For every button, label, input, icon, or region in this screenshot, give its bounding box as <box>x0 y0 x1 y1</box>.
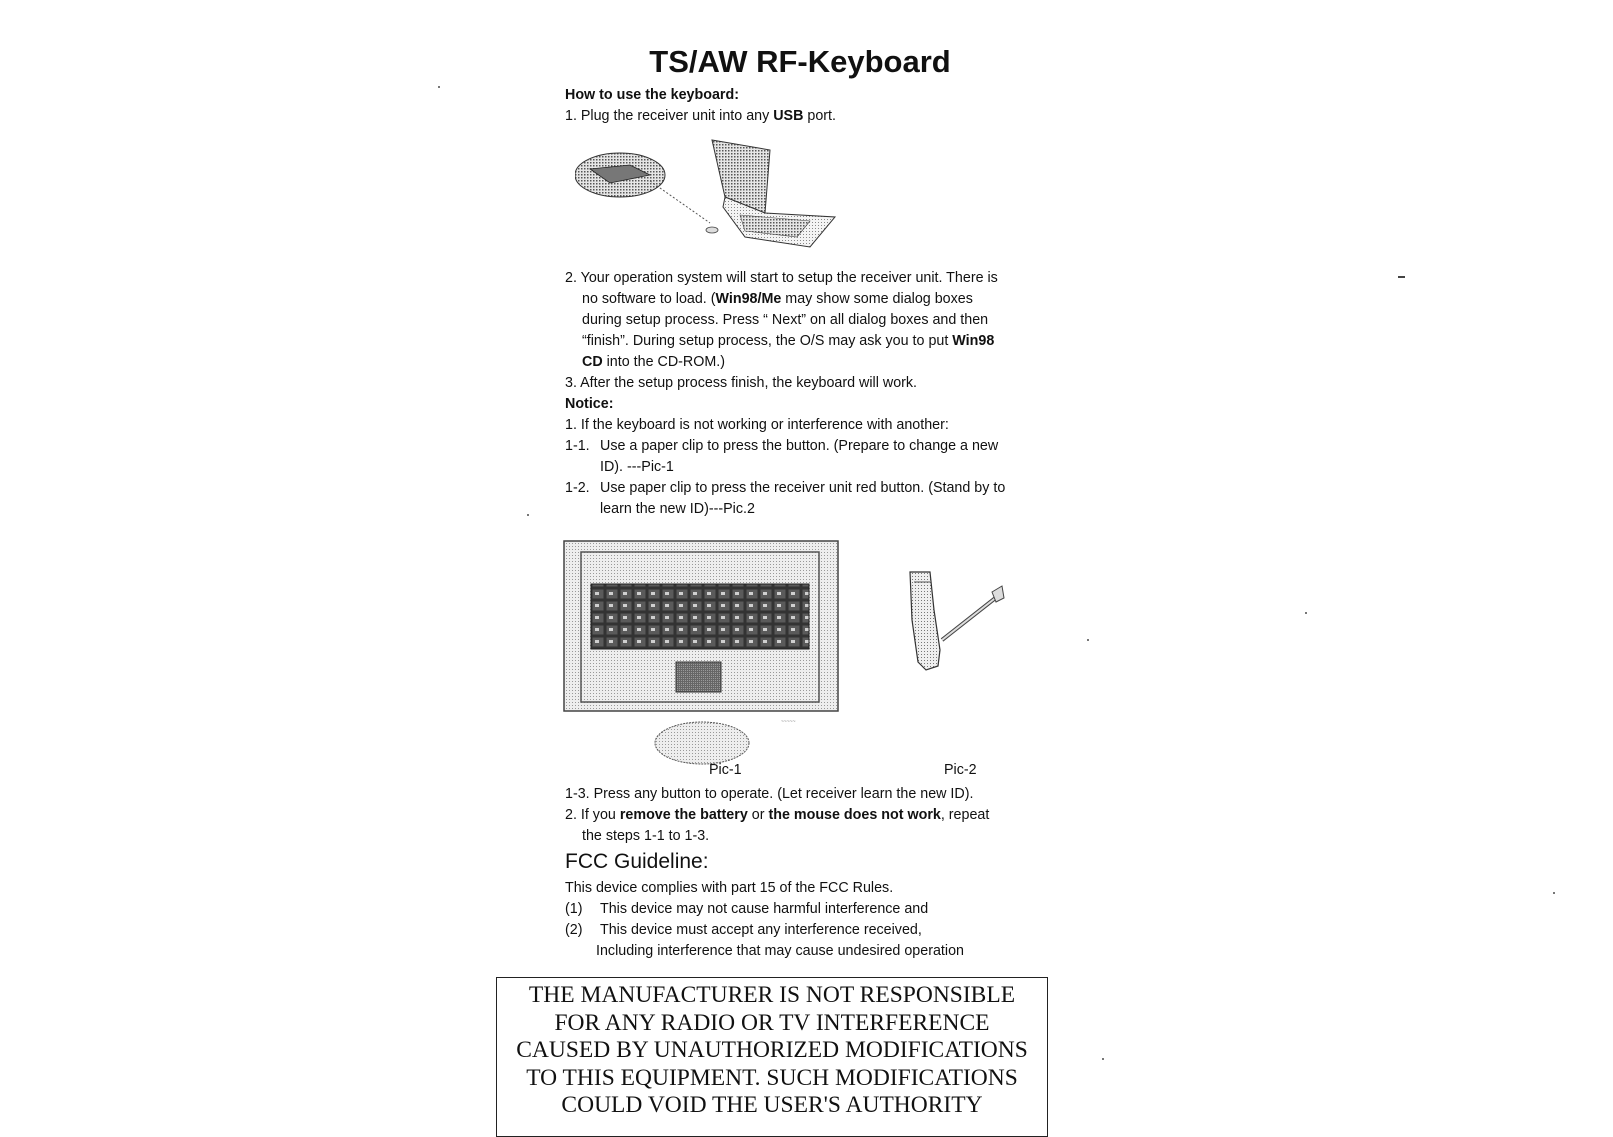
notice-item-1-2-line-2: learn the new ID)---Pic.2 <box>600 501 755 517</box>
notice-item-1-3: 1-3. Press any button to operate. (Let receiver learn the new ID). <box>565 786 974 802</box>
notice-item-1-1-line-1: Use a paper clip to press the button. (Prepare to change a new <box>600 438 999 454</box>
scan-speck <box>1553 892 1555 894</box>
document-title: TS/AW RF-Keyboard <box>649 44 951 79</box>
scan-speck <box>1398 276 1405 278</box>
manufacturer-warning-box <box>496 977 1048 1137</box>
fcc-heading: FCC Guideline: <box>565 850 709 873</box>
step-2-line-2: no software to load. (Win98/Me may show some dialog boxes <box>582 291 973 307</box>
scan-speck <box>1087 639 1089 641</box>
step-2-line-3: during setup process. Press “ Next” on all dialog boxes and then <box>582 312 989 328</box>
step-3: 3. After the setup process finish, the keyboard will work. <box>565 375 918 391</box>
keyboard-illustration <box>563 540 843 770</box>
warning-line-2: FOR ANY RADIO OR TV INTERFERENCE <box>554 1009 990 1036</box>
scan-speck <box>1102 1058 1104 1060</box>
warning-line-3: CAUSED BY UNAUTHORIZED MODIFICATIONS <box>516 1037 1028 1063</box>
notice-item-1: 1. If the keyboard is not working or interference with another: <box>565 417 949 433</box>
warning-line-5: COULD VOID THE USER'S AUTHORITY <box>561 1092 983 1118</box>
fcc-item-2-line-1: This device must accept any interference received, <box>600 922 922 938</box>
fcc-item-1: This device may not cause harmful interference and <box>600 901 929 917</box>
step-2-line-1: 2. Your operation system will start to setup the receiver unit. There is <box>565 270 998 286</box>
step-2-line-4: “finish”. During setup process, the O/S may ask you to put Win98 <box>582 333 995 349</box>
fcc-item-2-number: (2) <box>565 922 583 938</box>
notice-item-1-1-number: 1-1. <box>565 438 590 454</box>
notice-item-2-line-1: 2. If you remove the battery or the mouse does not work, repeat <box>565 807 990 823</box>
notice-item-2-line-2: the steps 1-1 to 1-3. <box>582 828 710 844</box>
svg-text:~~~~~: ~~~~~ <box>781 719 796 725</box>
pic-1-caption: Pic-1 <box>709 762 742 778</box>
step-2-line-5: CD into the CD-ROM.) <box>582 354 725 370</box>
scan-speck <box>438 86 440 88</box>
scan-speck <box>1305 612 1307 614</box>
pic-2-caption: Pic-2 <box>944 762 977 778</box>
notice-item-1-2-line-1: Use paper clip to press the receiver unit red button. (Stand by to <box>600 480 1006 496</box>
fcc-paragraph: This device complies with part 15 of the FCC Rules. <box>565 880 894 896</box>
notice-item-1-2-number: 1-2. <box>565 480 590 496</box>
warning-line-4: TO THIS EQUIPMENT. SUCH MODIFICATIONS <box>526 1064 1018 1091</box>
notice-item-1-1-line-2: ID). ---Pic-1 <box>600 459 674 475</box>
fcc-item-2-line-2: Including interference that may cause undesired operation <box>596 943 964 959</box>
scan-speck <box>527 514 529 516</box>
fcc-item-1-number: (1) <box>565 901 583 917</box>
warning-line-1: THE MANUFACTURER IS NOT RESPONSIBLE <box>528 982 1016 1008</box>
howto-heading: How to use the keyboard: <box>565 87 739 103</box>
usb-receiver-laptop-illustration <box>575 135 845 255</box>
receiver-paperclip-illustration <box>900 570 1020 690</box>
step-1: 1. Plug the receiver unit into any USB port. <box>565 108 837 124</box>
notice-heading: Notice: <box>565 396 614 412</box>
